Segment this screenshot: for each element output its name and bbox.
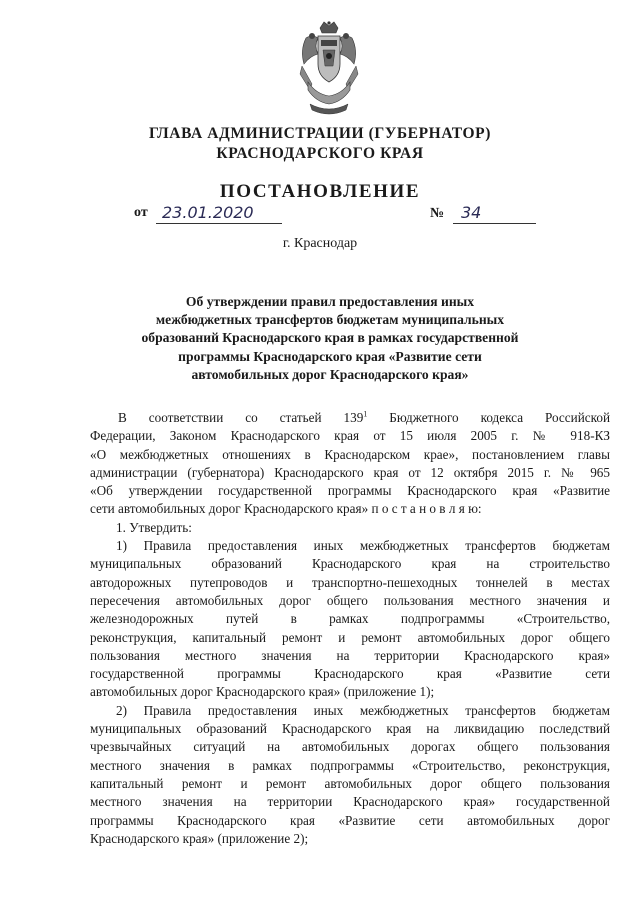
document-type-title: ПОСТАНОВЛЕНИЕ bbox=[219, 181, 421, 202]
footnote-superscript: 1 bbox=[363, 409, 368, 419]
authority-name-line-1: ГЛАВА АДМИНИСТРАЦИИ (ГУБЕРНАТОР) bbox=[149, 125, 491, 142]
title-line: автомобильных дорог Краснодарского края» bbox=[191, 366, 469, 382]
body-line: местного значения в рамках подпрограммы «Строительство, реконструкция, bbox=[90, 757, 610, 773]
body-line: программы Краснодарского края «Развитие сети автомобильных дорог bbox=[90, 812, 610, 828]
authority-name-line-2: КРАСНОДАРСКОГО КРАЯ bbox=[216, 145, 424, 162]
body-line: железнодорожных путей в рамках подпрограммы «Строительство, bbox=[90, 611, 610, 627]
title-line: межбюджетных трансфертов бюджетам муниципальных bbox=[155, 312, 505, 328]
body-line: 1) Правила предоставления иных межбюджетных трансфертов бюджетам bbox=[116, 538, 610, 554]
title-line: Об утверждении правил предоставления иных bbox=[185, 294, 475, 309]
body-line: «Об утверждении государственной программы Краснодарского края «Развитие bbox=[90, 483, 610, 499]
body-line: «О межбюджетных отношениях в Краснодарском крае», постановлением главы bbox=[90, 446, 610, 462]
body-line: пересечения автомобильных дорог общего пользования местного значения и bbox=[90, 592, 610, 608]
title-line: образований Краснодарского края в рамках государственной bbox=[141, 330, 519, 346]
body-line: капитальный ремонт и ремонт автомобильных дорог общего пользования bbox=[90, 775, 610, 791]
body-line: государственной программы Краснодарского края «Развитие сети bbox=[90, 666, 610, 682]
body-line: 2) Правила предоставления иных межбюджетных трансфертов бюджетам bbox=[116, 702, 610, 718]
title-line: программы Краснодарского края «Развитие сети bbox=[178, 348, 482, 364]
body-line: администрации (губернатора) Краснодарского края от 12 октября 2015 г. № 965 bbox=[90, 464, 610, 480]
body-line: пользования местного значения на территории Краснодарского края» bbox=[90, 647, 610, 663]
krasnodar-coat-of-arms-icon bbox=[296, 20, 362, 116]
body-line: муниципальных образований Краснодарского края на строительство bbox=[90, 556, 610, 572]
body-line: Федерации, Законом Краснодарского края от 15 июля 2005 г. № 918-КЗ bbox=[90, 428, 610, 444]
date-value: 23.01.2020 bbox=[156, 203, 282, 224]
resolution-body bbox=[90, 409, 610, 848]
body-line-text-tail: Бюджетного кодекса Российской bbox=[367, 410, 610, 425]
body-line bbox=[90, 409, 610, 427]
date-label: от bbox=[134, 205, 148, 220]
number-label: № bbox=[430, 206, 445, 221]
body-line: муниципальных образований Краснодарского края на ликвидацию последствий bbox=[90, 721, 610, 737]
body-line: автомобильных дорог Краснодарского края» (приложение 1); bbox=[90, 684, 435, 700]
number-value: 34 bbox=[453, 203, 536, 224]
body-line: 1. Утвердить: bbox=[116, 519, 192, 535]
body-line: реконструкция, капитальный ремонт и ремонт автомобильных дорог общего bbox=[90, 629, 610, 645]
city-line: г. Краснодар bbox=[282, 236, 358, 251]
body-line: чрезвычайных ситуаций на автомобильных дорогах общего пользования bbox=[90, 739, 610, 755]
body-line: автодорожных путепроводов и транспортно-пешеходных тоннелей в местах bbox=[90, 574, 610, 590]
body-line: местного значения на территории Краснодарского края» государственной bbox=[90, 794, 610, 810]
body-line: сети автомобильных дорог Краснодарского края» п о с т а н о в л я ю: bbox=[90, 501, 482, 517]
resolution-title bbox=[100, 293, 560, 384]
body-line-text: В соответствии со статьей 139 bbox=[118, 410, 364, 425]
body-line: Краснодарского края» (приложение 2); bbox=[90, 830, 309, 846]
